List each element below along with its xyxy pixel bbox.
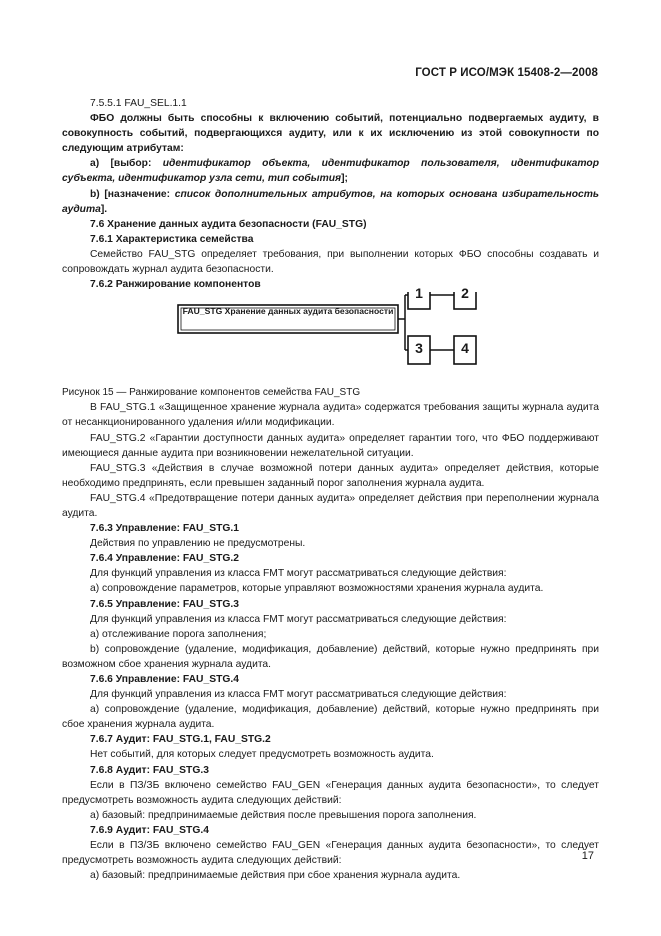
heading-7-6-2: 7.6.2 Ранжирование компонентов [90, 279, 261, 291]
item-7-6-6-a: а) сопровождение (удаление, модификация, добавление) действий, которые нужно предпринять при сбое хранения журнала аудита. [62, 704, 599, 731]
item-7-6-5-a: а) отслеживание порога заполнения; [90, 628, 267, 640]
requirement-text: ФБО должны быть способны к включению событий, потенциально подвергаемых аудиту, в совокупность событий, подвергающихся аудиту, или к их исключению из этой совокупности по следующим атрибутам: [62, 113, 599, 155]
component-number-1: 1 [415, 285, 423, 302]
text-7-6-6: Для функций управления из класса FMT могут рассматриваться следующие действия: [90, 689, 507, 701]
text-7-6-3: Действия по управлению не предусмотрены. [90, 538, 306, 550]
heading-7-6-9: 7.6.9 Аудит: FAU_STG.4 [90, 824, 209, 836]
heading-7-6-5: 7.6.5 Управление: FAU_STG.3 [90, 598, 239, 610]
stg4-description: FAU_STG.4 «Предотвращение потери данных аудита» определяет действия при переполнении журнала аудита. [62, 492, 599, 519]
standard-header: ГОСТ Р ИСО/МЭК 15408-2—2008 [415, 67, 598, 79]
heading-7-6-3: 7.6.3 Управление: FAU_STG.1 [90, 523, 239, 535]
heading-7-6-1: 7.6.1 Характеристика семейства [90, 233, 254, 245]
text-7-6-4: Для функций управления из класса FMT могут рассматриваться следующие действия: [90, 568, 507, 580]
stg3-description: FAU_STG.3 «Действия в случае возможной потери данных аудита» определяет действия, которые необходимо предпринять, если превышен заданный порог заполнения журнала аудита. [62, 462, 599, 489]
page-content [62, 96, 599, 883]
component-number-2: 2 [461, 285, 469, 302]
component-number-4: 4 [461, 340, 469, 357]
text-7-6-5: Для функций управления из класса FMT могут рассматриваться следующие действия: [90, 613, 507, 625]
section-7-5-5-1: 7.5.5.1 FAU_SEL.1.1 [90, 98, 187, 109]
heading-7-6-7: 7.6.7 Аудит: FAU_STG.1, FAU_STG.2 [90, 734, 271, 746]
requirement-item-a: а) [выбор: идентификатор объекта, идентификатор пользователя, идентификатор субъекта, идентификатор узла сети, тип события]; [62, 158, 599, 185]
heading-7-6: 7.6 Хранение данных аудита безопасности (FAU_STG) [90, 218, 367, 230]
page-number: 17 [581, 850, 594, 862]
item-7-6-8-a: а) базовый: предпринимаемые действия после превышения порога заполнения. [90, 809, 477, 821]
item-7-6-5-b: b) сопровождение (удаление, модификация, добавление) действий, которые нужно предпринять при возможном сбое хранения журнала аудита. [62, 643, 599, 670]
text-7-6-8: Если в ПЗ/ЗБ включено семейство FAU_GEN «Генерация данных аудита безопасности», то следует предусмотреть возможность аудита следующих действий: [62, 779, 599, 806]
item-7-6-4-a: а) сопровождение параметров, которые управляют возможностями хранения журнала аудита. [90, 583, 544, 595]
heading-7-6-6: 7.6.6 Управление: FAU_STG.4 [90, 674, 239, 685]
family-box-label: FAU_STG Хранение данных аудита безопасности [182, 306, 394, 317]
figure-caption: Рисунок 15 — Ранжирование компонентов семейства FAU_STG [62, 387, 361, 399]
stg2-description: FAU_STG.2 «Гарантии доступности данных аудита» определяет гарантии того, что ФБО поддерживают имеющиеся данные аудита при возникновении нежелательной ситуации. [62, 432, 599, 459]
heading-7-6-4: 7.6.4 Управление: FAU_STG.2 [90, 553, 239, 565]
requirement-item-b: b) [назначение: список дополнительных атрибутов, на которых основана избирательность аудита]. [62, 188, 599, 215]
item-7-6-9-a: а) базовый: предпринимаемые действия при сбое хранения журнала аудита. [90, 870, 461, 882]
component-number-3: 3 [415, 340, 423, 357]
text-7-6-9: Если в ПЗ/ЗБ включено семейство FAU_GEN «Генерация данных аудита безопасности», то следует предусмотреть возможность аудита следующих действий: [62, 840, 599, 867]
text-7-6-7: Нет событий, для которых следует предусмотреть возможность аудита. [90, 749, 434, 761]
family-description: Семейство FAU_STG определяет требования, при выполнении которых ФБО способны создавать и сопровождать журнал аудита безопасности. [62, 248, 599, 276]
stg1-description: В FAU_STG.1 «Защищенное хранение журнала аудита» содержатся требования защиты журнала аудита от несанкционированного удаления и/или модификации. [62, 402, 599, 429]
heading-7-6-8: 7.6.8 Аудит: FAU_STG.3 [90, 764, 209, 776]
